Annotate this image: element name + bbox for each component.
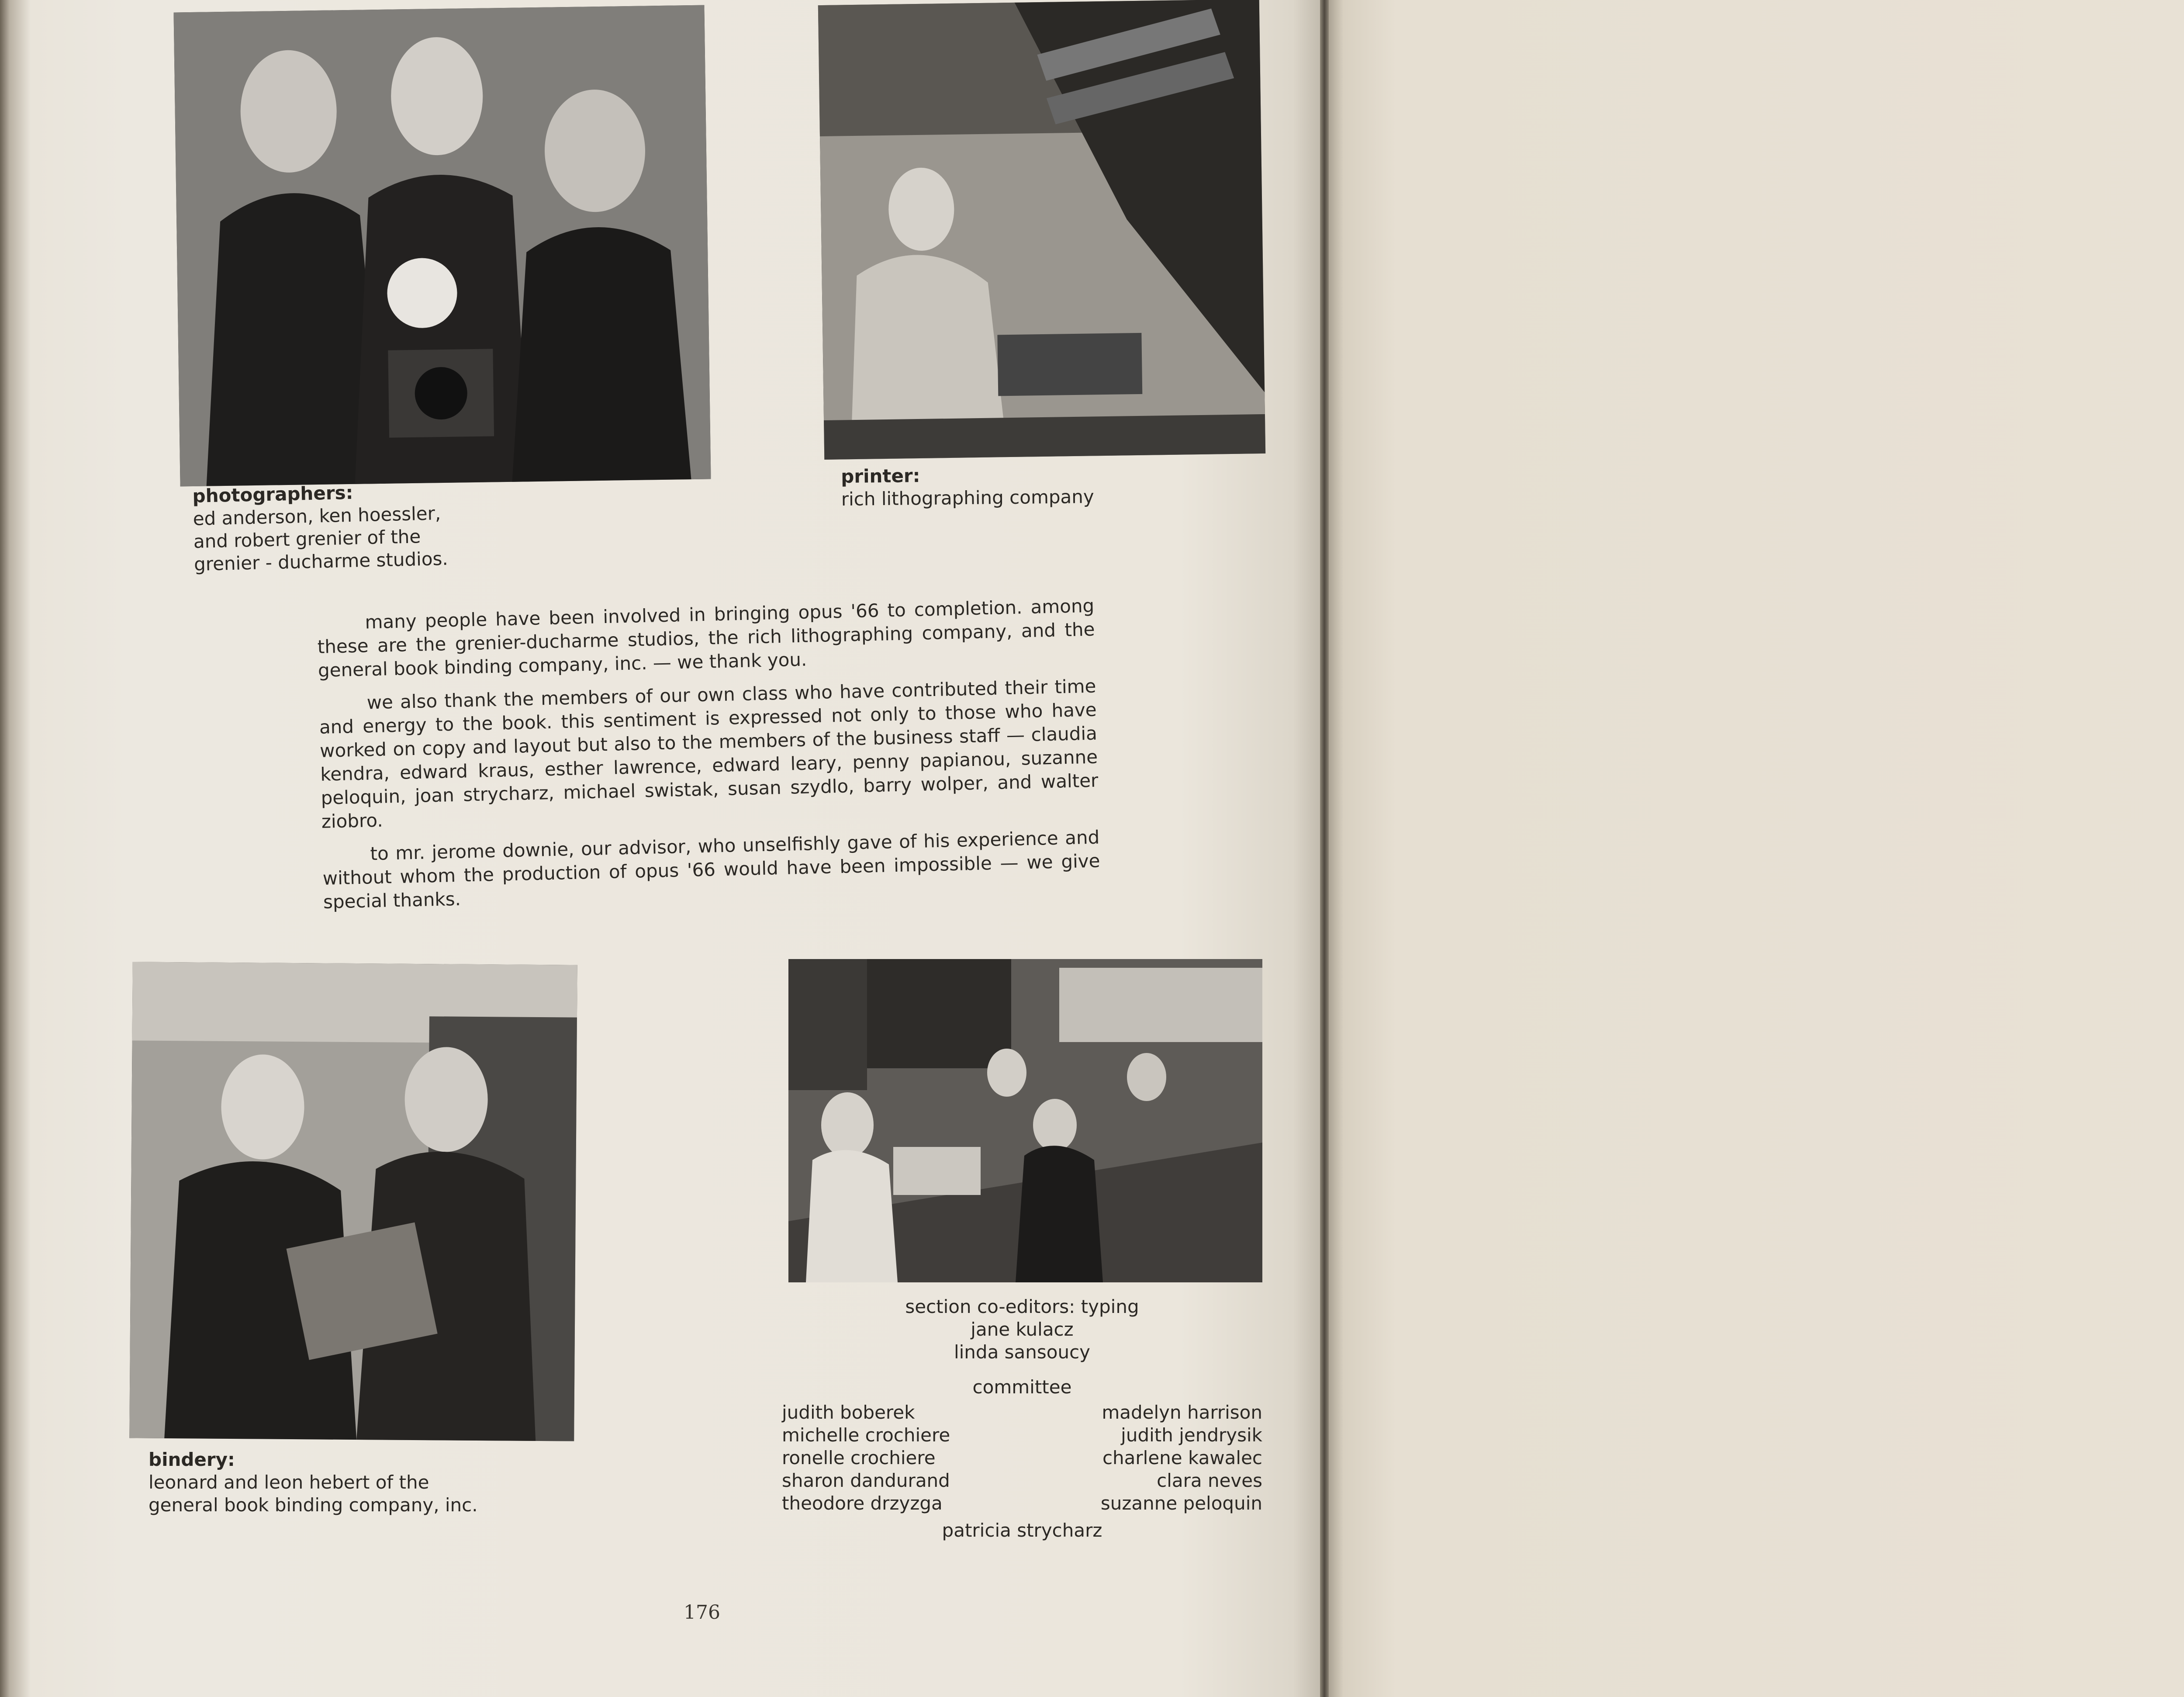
committee-member: judith jendrysik: [1121, 1424, 1262, 1446]
right-page: [1326, 0, 2184, 1697]
paragraph: we also thank the members of our own class who have contributed their time and energy to the book. this sentiment is expressed not only to those who have worked on copy and layout but also to the members of the business staff — claudia kendra, edward kraus, esther lawrence, edward leary, penny papianou, suzanne peloquin, joan strycharz, michael swistak, susan szydlo, barry wolper, and walter ziobro.: [319, 675, 1099, 832]
photographers-photo: [173, 5, 711, 487]
bindery-line: general book binding company, inc.: [149, 1494, 478, 1516]
committee-member: charlene kawalec: [1102, 1447, 1262, 1468]
paragraph: to mr. jerome downie, our advisor, who unselfishly gave of his experience and without whom the production of opus '66 would have been impossible — we give special thanks.: [322, 826, 1100, 913]
bindery-line: leonard and leon hebert of the: [149, 1472, 429, 1493]
book-gutter: [1320, 0, 1329, 1697]
photographers-line: and robert grenier of the: [193, 526, 421, 552]
bindery-photo: [129, 962, 577, 1441]
committee-member: michelle crochiere: [782, 1424, 950, 1446]
typing-photo: [788, 959, 1262, 1282]
committee-member: judith boberek: [782, 1402, 915, 1423]
committee-label: committee: [972, 1376, 1072, 1398]
printer-line: rich lithographing company: [841, 485, 1094, 510]
committee-left-column: [782, 1401, 950, 1515]
bindery-heading: bindery:: [149, 1449, 235, 1470]
typing-committee: [782, 1295, 1262, 1558]
committee-member: clara neves: [1157, 1470, 1262, 1491]
editor-name: linda sansoucy: [954, 1341, 1091, 1363]
photographers-caption: [192, 479, 448, 576]
committee-member: suzanne peloquin: [1100, 1493, 1262, 1514]
paragraph: many people have been involved in bringing opus '66 to completion. among these are the grenier-ducharme studios, the rich lithographing company, and the general book binding company, inc. — we thank you.: [317, 595, 1095, 681]
committee-member: sharon dandurand: [782, 1470, 950, 1491]
photographers-heading: photographers:: [192, 481, 353, 507]
acknowledgment-text: [317, 594, 1101, 924]
printer-heading: printer:: [841, 465, 920, 487]
photographers-line: grenier - ducharme studios.: [194, 547, 449, 575]
committee-right-column: [1101, 1401, 1262, 1515]
printer-photo: [818, 0, 1265, 460]
bindery-caption: [149, 1448, 478, 1517]
committee-member: madelyn harrison: [1102, 1402, 1262, 1423]
printer-caption: [841, 463, 1094, 511]
committee-member: ronelle crochiere: [782, 1447, 936, 1468]
committee-member: theodore drzyzga: [782, 1493, 943, 1514]
photographers-line: ed anderson, ken hoessler,: [193, 502, 441, 530]
typing-heading: section co-editors: typing: [905, 1296, 1139, 1317]
committee-member: patricia strycharz: [942, 1520, 1102, 1541]
editor-name: jane kulacz: [971, 1319, 1074, 1340]
page-number: 176: [684, 1601, 720, 1624]
